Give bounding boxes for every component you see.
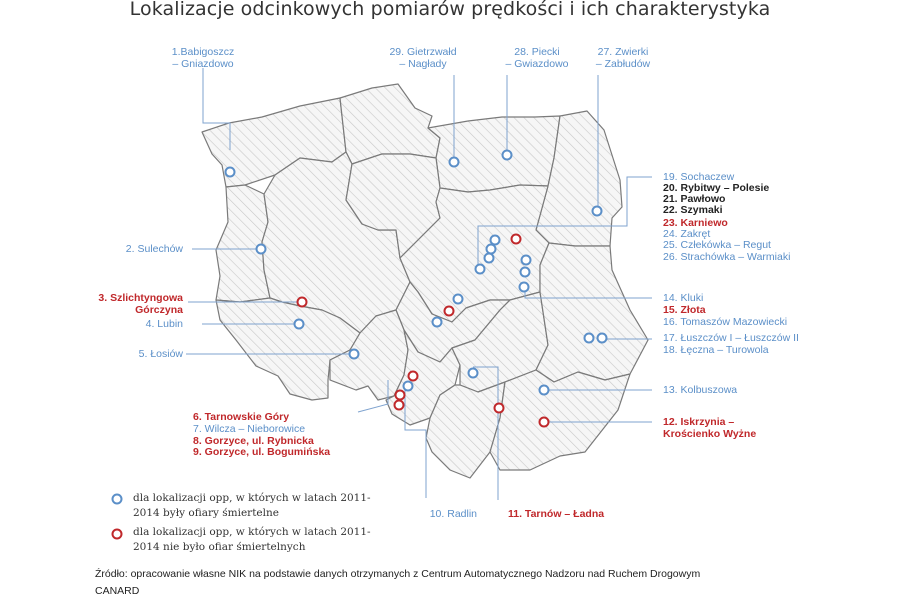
location-label: 20. Rybitwy – Polesie	[663, 182, 770, 194]
location-marker	[598, 334, 607, 343]
location-marker	[396, 391, 405, 400]
location-marker	[520, 283, 529, 292]
legend-no-fatal-text: dla lokalizacji opp, w których w latach 2011-2014 nie było ofiar śmiertelnych	[133, 526, 371, 553]
location-marker	[298, 298, 307, 307]
legend	[113, 495, 122, 539]
location-label: 2. Sulechów	[125, 243, 183, 255]
location-marker	[503, 151, 512, 160]
location-label: 28. Piecki – Gwiazdowo	[505, 46, 569, 70]
legend-fatal-text: dla lokalizacji opp, w których w latach 2011-2014 były ofiary śmiertelne	[133, 492, 371, 519]
location-marker	[540, 418, 549, 427]
location-label: 15. Złota	[663, 304, 706, 316]
location-marker	[593, 207, 602, 216]
location-label: 22. Szymaki	[663, 204, 723, 216]
region-pomorskie	[340, 84, 440, 164]
location-label: 21. Pawłowo	[663, 193, 726, 205]
region-lubelskie	[536, 243, 648, 382]
location-label: 27. Zwierki – Zabłudów	[595, 46, 651, 70]
location-label: 29. Gietrzwałd – Nagłady	[389, 46, 457, 70]
source-note: Źródło: opracowanie własne NIK na podstawie danych otrzymanych z Centrum Automatycznego Nadzoru nad Ruchem Drogowym CANARD	[95, 568, 701, 597]
location-marker	[522, 256, 531, 265]
location-label: 4. Lubin	[145, 318, 183, 330]
location-marker	[521, 268, 530, 277]
location-marker	[585, 334, 594, 343]
location-marker	[540, 386, 549, 395]
location-label: 8. Gorzyce, ul. Rybnicka	[193, 435, 314, 447]
region-warminsko-mazurskie	[428, 116, 560, 192]
location-label: 6. Tarnowskie Góry	[193, 411, 290, 423]
location-marker	[454, 295, 463, 304]
location-label: 9. Gorzyce, ul. Bogumińska	[193, 446, 331, 458]
location-marker	[395, 401, 404, 410]
location-label: 12. Iskrzynia – Krościenko Wyżne	[663, 416, 757, 440]
location-label: 19. Sochaczew	[663, 171, 735, 183]
location-marker	[495, 404, 504, 413]
location-marker	[350, 350, 359, 359]
location-label: 25. Człekówka – Regut	[663, 239, 771, 251]
location-marker	[295, 320, 304, 329]
location-label: 3. Szlichtyngowa Górczyna	[98, 292, 183, 316]
location-label: 24. Zakręt	[663, 228, 711, 240]
legend-no-fatal-marker	[113, 530, 122, 539]
location-label: 26. Strachówka – Warmiaki	[663, 251, 791, 263]
location-label: 5. Łosiów	[138, 348, 183, 360]
location-label: 11. Tarnów – Ładna	[508, 508, 605, 520]
legend-fatal-marker	[113, 495, 122, 504]
location-label: 16. Tomaszów Mazowiecki	[663, 316, 788, 328]
location-marker	[445, 307, 454, 316]
page-title: Lokalizacje odcinkowych pomiarów prędkości i ich charakterystyka	[129, 0, 771, 20]
location-marker	[487, 245, 496, 254]
location-label: 1.Babigoszcz – Gniazdowo	[171, 46, 235, 70]
location-marker	[257, 245, 266, 254]
location-marker	[485, 254, 494, 263]
location-marker	[512, 235, 521, 244]
location-marker	[491, 236, 500, 245]
location-marker	[433, 318, 442, 327]
location-label: 18. Łęczna – Turowola	[663, 344, 769, 356]
location-label: 7. Wilcza – Nieborowice	[193, 423, 306, 435]
location-marker	[409, 372, 418, 381]
location-label: 10. Radlin	[429, 508, 477, 520]
region-podkarpackie	[490, 370, 630, 470]
location-marker	[226, 168, 235, 177]
location-marker	[469, 369, 478, 378]
location-marker	[404, 382, 413, 391]
location-marker	[476, 265, 485, 274]
location-label: 14. Kluki	[663, 292, 704, 304]
location-label: 17. Łuszczów I – Łuszczów II	[663, 332, 799, 344]
location-marker	[450, 158, 459, 167]
location-label: 13. Kolbuszowa	[663, 384, 738, 396]
location-label: 23. Karniewo	[663, 217, 728, 229]
